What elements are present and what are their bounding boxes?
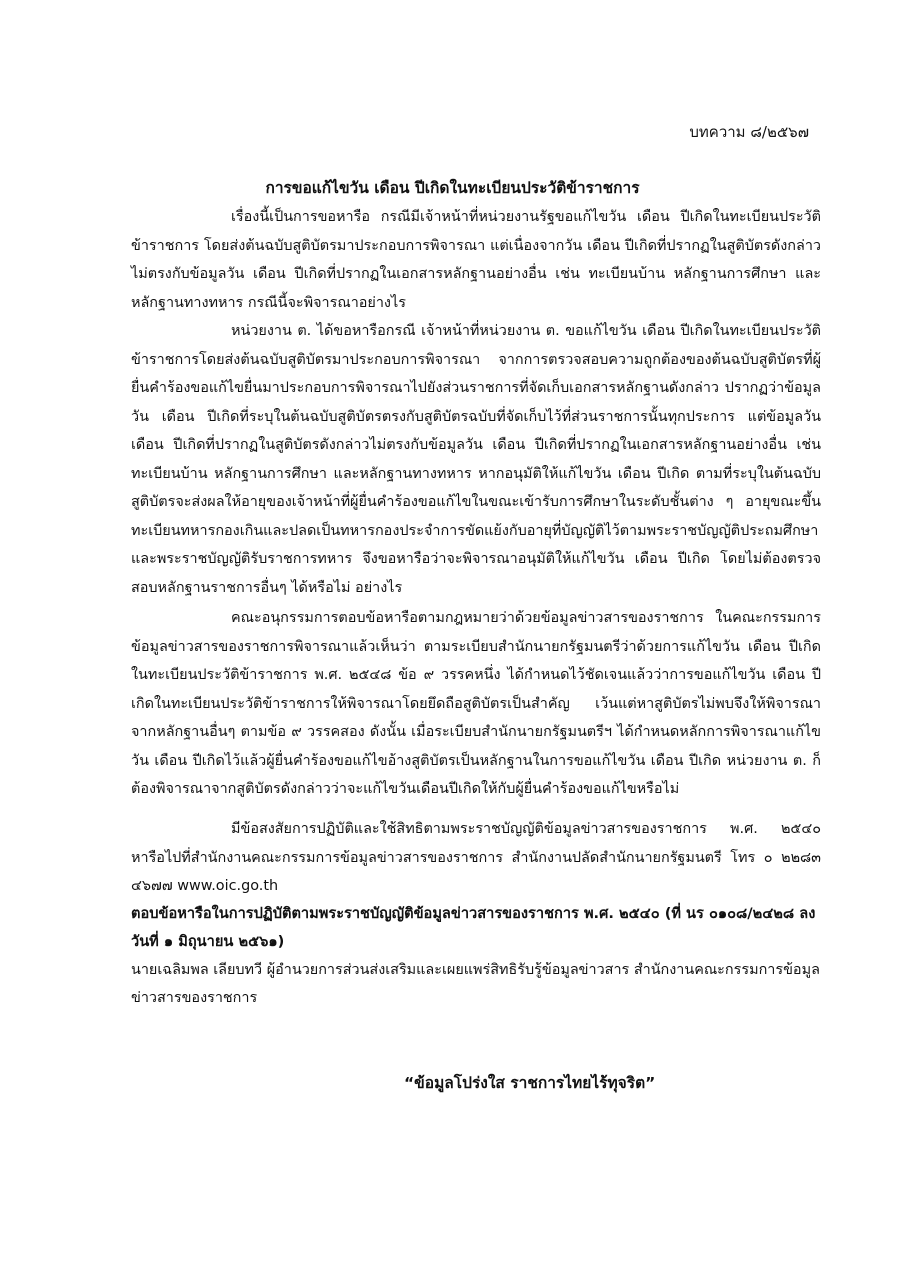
article-number: บทความ ๘/๒๕๖๗ [689,123,809,141]
answer-reference: ตอบข้อหารือในการปฏิบัติตามพระราชบัญญัติข้อมูลข่าวสารของราชการ พ.ศ. ๒๕๔๐ (ที่ นร ๐๑๐๘/๒๔๒๘ ลงวันที่ ๑ มิถุนายน ๒๕๖๑) [131,905,816,950]
document-title: การขอแก้ไขวัน เดือน ปีเกิดในทะเบียนประวัติข้าราชการ [265,179,640,197]
slogan: “ข้อมูลโปร่งใส ราชการไทยไร้ทุจริต” [404,1074,656,1092]
respondent: นายเฉลิมพล เลียบทวี ผู้อำนวยการส่วนส่งเสริมและเผยแพร่สิทธิรับรู้ข้อมูลข่าวสาร สำนักงานคณะกรรมการข้อมูลข่าวสารของราชการ [131,962,820,1006]
paragraph-contact: มีข้อสงสัยการปฏิบัติและใช้สิทธิตามพระราชบัญญัติข้อมูลข่าวสารของราชการ พ.ศ. ๒๕๔๐ หารือไปที่สำนักงานคณะกรรมการข้อมูลข่าวสารของราชการ สำนักงานปลัดสำนักนายกรัฐมนตรี โทร ๐ ๒๒๘๓ ๔๖๗๗ www.oic.go.th [131,821,821,894]
paragraph-question: เรื่องนี้เป็นการขอหารือ กรณีมีเจ้าหน้าที่หน่วยงานรัฐขอแก้ไขวัน เดือน ปีเกิดในทะเบียนประวัติข้าราชการ โดยส่งต้นฉบับสูติบัตรมาประกอบการพิจารณา แต่เนื่องจากวัน เดือน ปีเกิดที่ปรากฏในสูติบัตรดังกล่าวไม่ตรงกับข้อมูลวัน เดือน ปีเกิดที่ปรากฏในเอกสารหลักฐานอย่างอื่น เช่น ทะเบียนบ้าน หลักฐานการศึกษา และหลักฐานทางทหาร กรณีนี้จะพิจารณาอย่างไร [131,209,821,311]
paragraph-facts: หน่วยงาน ต. ได้ขอหารือกรณี เจ้าหน้าที่หน่วยงาน ต. ขอแก้ไขวัน เดือน ปีเกิดในทะเบียนประวัติข้าราชการโดยส่งต้นฉบับสูติบัตรมาประกอบการพิจารณา จากการตรวจสอบความถูกต้องของต้นฉบับสูติบัตรที่ผู้ยื่นคำร้องขอแก้ไขยื่นมาประกอบการพิจารณาไปยังส่วนราชการที่จัดเก็บเอกสารหลักฐานดังกล่าว ปรากฏว่าข้อมูลวัน เดือน ปีเกิดที่ระบุในต้นฉบับสูติบัตรตรงกับสูติบัตรฉบับที่จัดเก็บไว้ที่ส่วนราชการนั้นทุกประการ แต่ข้อมูลวัน เดือน ปีเกิดที่ปรากฏในสูติบัตรดังกล่าวไม่ตรงกับข้อมูลวัน เดือน ปีเกิดที่ปรากฏในเอกสารหลักฐานอย่างอื่น เช่น ทะเบียนบ้าน หลักฐานการศึกษา และหลักฐานทางทหาร หากอนุมัติให้แก้ไขวัน เดือน ปีเกิด ตามที่ระบุในต้นฉบับสูติบัตรจะส่งผลให้อายุของเจ้าหน้าที่ผู้ยื่นคำร้องขอแก้ไขในขณะเข้ารับการศึกษาในระดับชั้นต่าง ๆ อายุขณะขึ้นทะเบียนทหารกองเกินและปลดเป็นทหารกองประจำการขัดแย้งกับอายุที่บัญญัติไว้ตามพระราชบัญญัติประถมศึกษา และพระราชบัญญัติรับราชการทหาร จึงขอหารือว่าจะพิจารณาอนุมัติให้แก้ไขวัน เดือน ปีเกิด โดยไม่ต้องตรวจสอบหลักฐานราชการอื่นๆ ได้หรือไม่ อย่างไร [131,323,821,596]
paragraph-opinion: คณะอนุกรรมการตอบข้อหารือตามกฎหมายว่าด้วยข้อมูลข่าวสารของราชการ ในคณะกรรมการข้อมูลข่าวสารของราชการพิจารณาแล้วเห็นว่า ตามระเบียบสำนักนายกรัฐมนตรีว่าด้วยการแก้ไขวัน เดือน ปีเกิดในทะเบียนประวัติข้าราชการ พ.ศ. ๒๕๔๘ ข้อ ๙ วรรคหนึ่ง ได้กำหนดไว้ชัดเจนแล้วว่าการขอแก้ไขวัน เดือน ปีเกิดในทะเบียนประวัติข้าราชการให้พิจารณาโดยยึดถือสูติบัตรเป็นสำคัญ เว้นแต่หาสูติบัตรไม่พบจึงให้พิจารณาจากหลักฐานอื่นๆ ตามข้อ ๙ วรรคสอง ดังนั้น เมื่อระเบียบสำนักนายกรัฐมนตรีฯ ได้กำหนดหลักการพิจารณาแก้ไขวัน เดือน ปีเกิดไว้แล้วผู้ยื่นคำร้องขอแก้ไขอ้างสูติบัตรเป็นหลักฐานในการขอแก้ไขวัน เดือน ปีเกิด หน่วยงาน ต. ก็ต้องพิจารณาจากสูติบัตรดังกล่าวว่าจะแก้ไขวันเดือนปีเกิดให้กับผู้ยื่นคำร้องขอแก้ไขหรือไม่ [131,610,821,797]
